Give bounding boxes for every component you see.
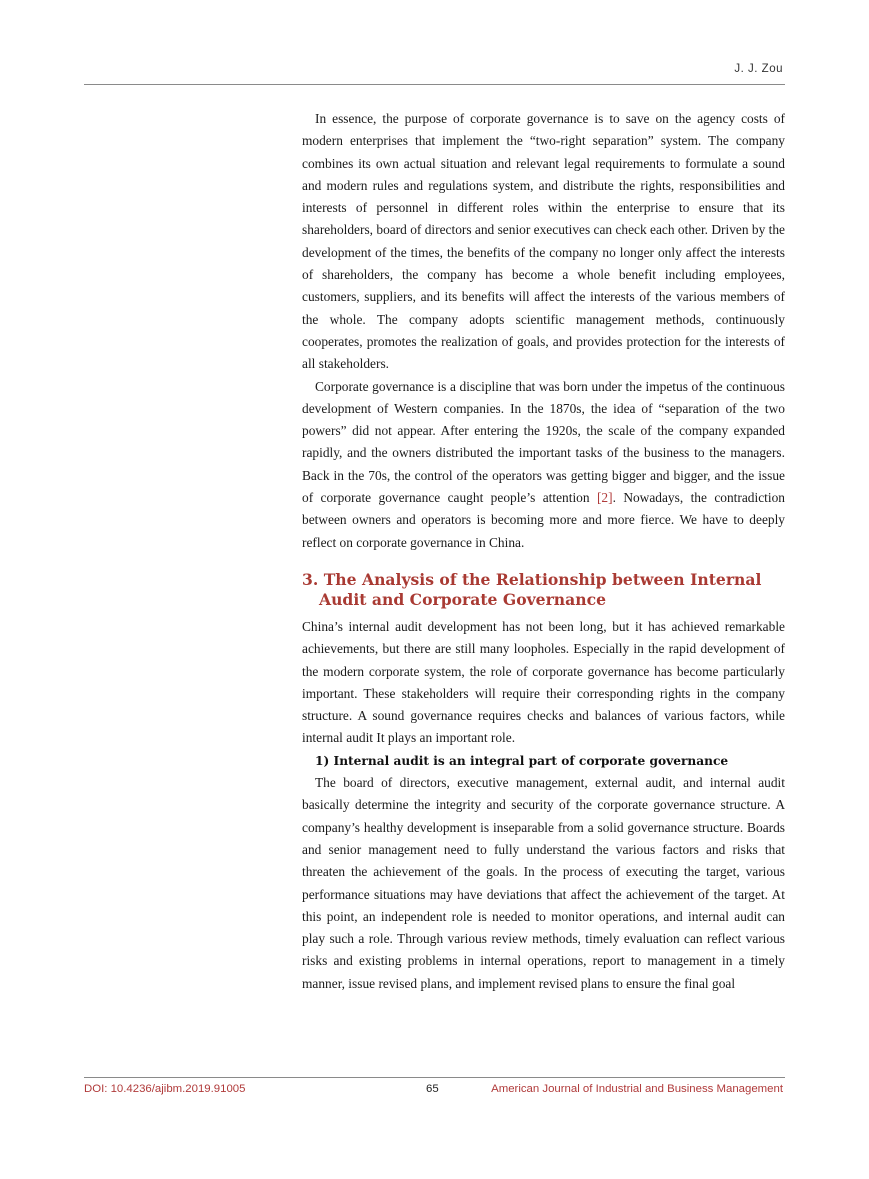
subheading-integral-part: 1) Internal audit is an integral part of corporate governance xyxy=(315,753,729,768)
paragraph-agency-costs: In essence, the purpose of corporate governance is to save on the agency costs of modern enterprises that implement the “two-right separation” system. The company combines its own actual situation and relevant legal requirements to formulate a sound and modern rules and regulations system, and distribute the rights, responsibilities and interests of personnel in different roles within the enterprise to ensure that its shareholders, board of directors and senior executives can check each other. Driven by the development of the times, the benefits of the company no longer only affect the interests of shareholders, the company has become a whole benefit including employees, customers, suppliers, and its benefits will affect the interests of the various members of the whole. The company adopts scientific management methods, continuously cooperates, promotes the realization of goals, and provides protection for the interests of all stakeholders. xyxy=(302,111,785,372)
paragraph-board-directors: The board of directors, executive management, external audit, and internal audit basically determine the integrity and security of the corporate governance structure. A company’s healthy development is inseparable from a solid governance structure. Boards and senior management need to fully understand the various factors and risks that threaten the achievement of the goals. In the process of executing the target, various performance situations may have deviations that affect the achievement of the target. At this point, an independent role is needed to monitor operations, and internal audit can play such a role. Through various review methods, timely evaluation can reflect various risks and existing problems in internal operations, report to management in a timely manner, issue revised plans, and implement revised plans to ensure the final goal xyxy=(302,775,785,991)
footer-page-number: 65 xyxy=(426,1083,439,1095)
footer-journal-link[interactable]: American Journal of Industrial and Business Management xyxy=(491,1083,783,1095)
citation-link-2[interactable]: [2] xyxy=(596,490,613,506)
paragraph-history-text-1: Corporate governance is a discipline that was born under the impetus of the continuous development of Western companies. In the 1870s, the idea of “separation of the two powers” did not appear. After entering the 1920s, the scale of the company expanded rapidly, and the owners distributed the important tasks of the business to the managers. Back in the 70s, the control of the operators was getting bigger and bigger, and the issue of corporate governance caught people’s attention xyxy=(302,378,785,506)
running-head-author: J. J. Zou xyxy=(734,63,783,75)
paragraph-internal-audit-intro: China’s internal audit development has not been long, but it has achieved remarkable achievements, but there are still many loopholes. Especially in the rapid development of the modern corporate system, the role of corporate governance has become particularly important. These stakeholders will require their corresponding rights in the company structure. A sound governance requires checks and balances of various factors, while internal audit It plays an important role. xyxy=(302,618,785,746)
paragraph-history-text-2: . Nowadays, the contradiction between owners and operators is becoming more and more fierce. We have to deeply reflect on corporate governance in China. xyxy=(302,490,785,550)
section-heading-3: 3. The Analysis of the Relationship between Internal Audit and Corporate Governance xyxy=(302,569,762,609)
paragraph-history xyxy=(302,376,785,554)
footer-doi-link[interactable]: DOI: 10.4236/ajibm.2019.91005 xyxy=(84,1083,246,1095)
article-body xyxy=(302,108,785,995)
header-divider xyxy=(84,84,785,85)
footer-divider xyxy=(84,1077,785,1078)
